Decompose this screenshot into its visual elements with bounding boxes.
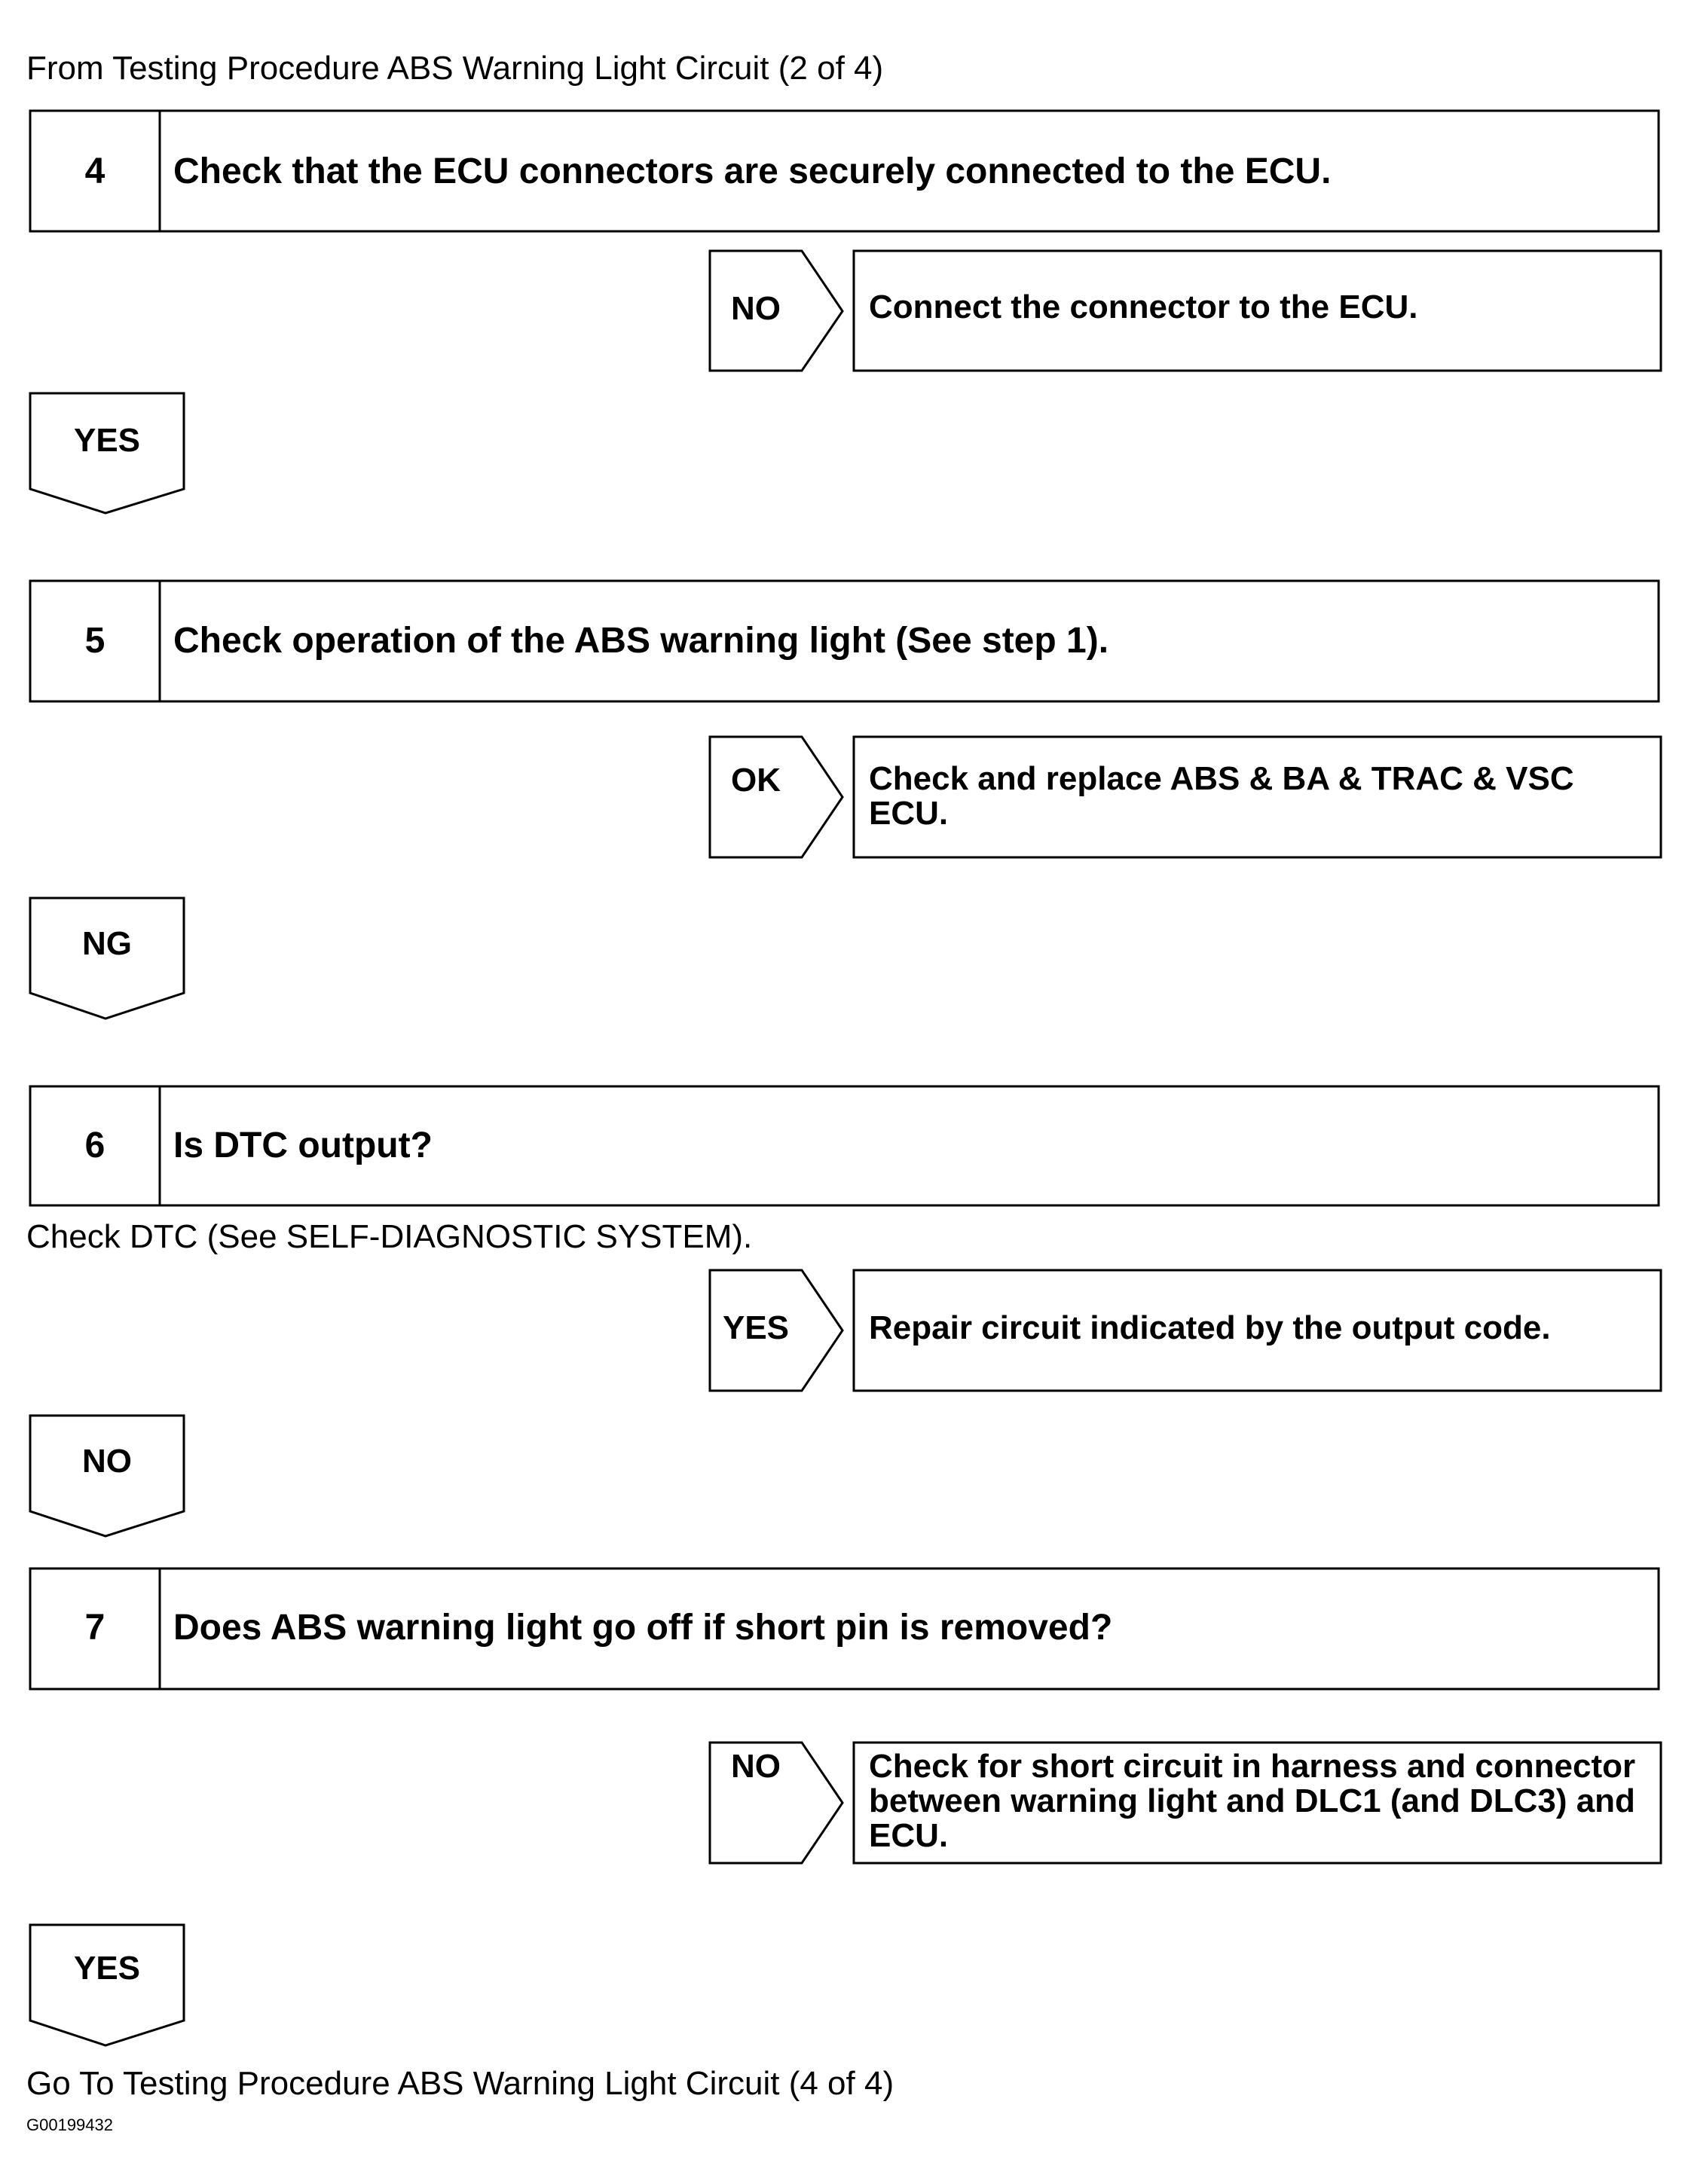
step-7-number: 7 — [84, 1608, 106, 1648]
footer-go-to-text: Go To Testing Procedure ABS Warning Light Circuit (4 of 4) — [26, 2065, 894, 2102]
step-6-question: Is DTC output? — [173, 1126, 433, 1165]
flow-label-yes-1: YES — [73, 422, 141, 459]
figure-code: G00199432 — [26, 2115, 113, 2134]
step-7-question: Does ABS warning light go off if short pin is removed? — [173, 1608, 1113, 1648]
branch-label-ok: OK — [731, 762, 781, 799]
action-text-3: Repair circuit indicated by the output code. — [869, 1309, 1551, 1346]
action-text-4: Check for short circuit in harness and connector between warning light and DLC1 (and DLC3) and ECU. — [869, 1748, 1636, 1854]
step-4-number: 4 — [84, 151, 106, 191]
step-5-number: 5 — [84, 621, 106, 661]
action-text-1: Connect the connector to the ECU. — [869, 289, 1418, 325]
flow-label-no: NO — [82, 1443, 132, 1480]
step-6-note: Check DTC (See SELF-DIAGNOSTIC SYSTEM). — [26, 1218, 753, 1255]
flow-label-yes-2: YES — [73, 1950, 141, 1987]
branch-label-no-2: NO — [731, 1748, 781, 1785]
branch-label-yes: YES — [722, 1309, 790, 1346]
flow-label-ng: NG — [82, 925, 132, 962]
branch-label-no-1: NO — [731, 290, 781, 327]
step-6-number: 6 — [84, 1126, 106, 1165]
step-4-question: Check that the ECU connectors are securely connected to the ECU. — [173, 151, 1332, 191]
step-5-question: Check operation of the ABS warning light (See step 1). — [173, 621, 1109, 661]
header-from-text: From Testing Procedure ABS Warning Light Circuit (2 of 4) — [26, 50, 884, 87]
action-text-2: Check and replace ABS & BA & TRAC & VSC ECU. — [869, 760, 1574, 832]
